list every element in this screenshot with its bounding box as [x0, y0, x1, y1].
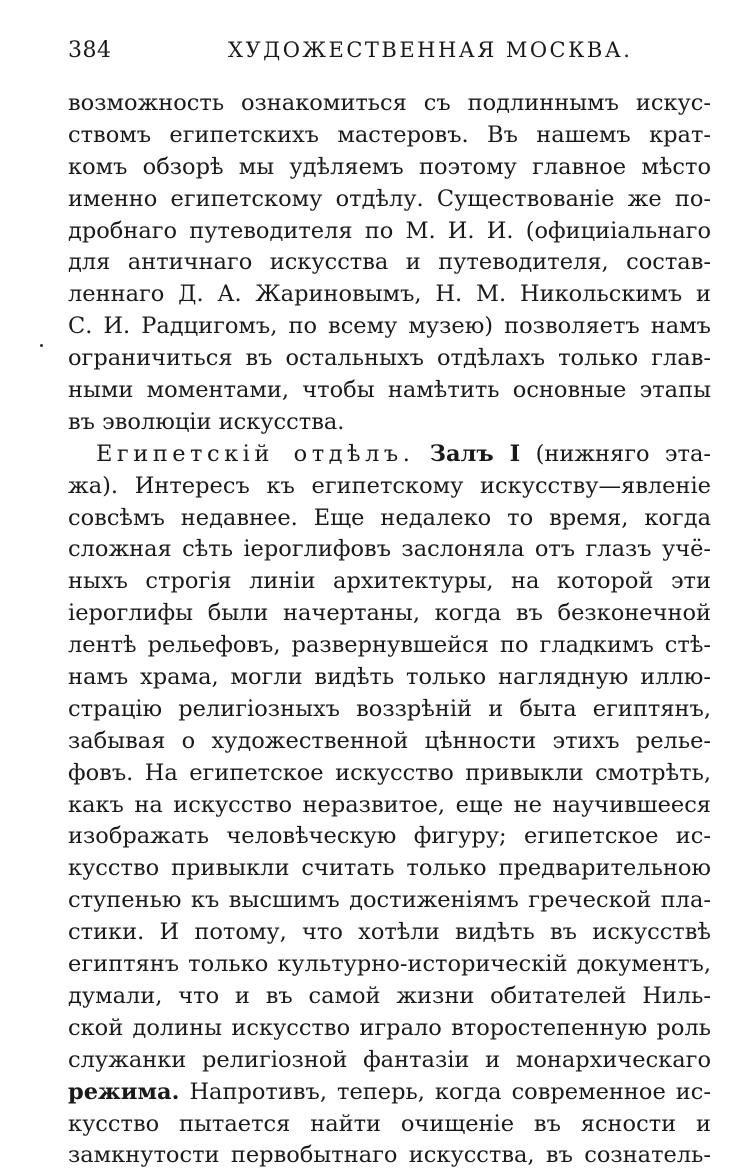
bold-word: режима. [68, 1078, 180, 1105]
text-line-section-start [68, 439, 711, 471]
text-line: думали, что и въ самой жизни обитателей Ниль- [68, 982, 711, 1009]
text-line: сложная сѣть іероглифовъ заслоняла отъ глазъ учё- [68, 536, 711, 563]
text-line: возможность ознакомиться съ подлиннымъ искус- [68, 90, 711, 116]
paragraph-1 [68, 88, 711, 439]
text-line: намъ храма, могли видѣть только наглядную иллю- [68, 664, 711, 691]
text-line: изображать человѣческую фигуру; египетское ис- [68, 823, 711, 850]
text-line: ными моментами, чтобы намѣтить основные этапы [68, 377, 711, 404]
section-heading: Египетскій отдѣлъ. [96, 440, 415, 467]
text-line: служанки религіозной фантазіи и монархическаго [68, 1046, 711, 1073]
text-line: леннаго Д. А. Жариновымъ, Н. М. Никольскимъ и [68, 281, 711, 308]
text-line: кусство привыкли считать только предварительною [68, 855, 711, 882]
text-line: жа). Интересъ къ египетскому искусству—явленіе [68, 472, 711, 499]
text-line: замкнутости первобытнаго искусства, въ сознатель- [68, 1142, 711, 1169]
text-fragment: (нижняго эта- [535, 440, 711, 467]
running-title: ХУДОЖЕСТВЕННАЯ МОСКВА. [228, 38, 633, 62]
text-line: комъ обзорѣ мы удѣляемъ поэтому главное мѣсто [68, 153, 711, 180]
text-line: въ эволюціи искусства. [68, 408, 345, 435]
text-line: фовъ. На египетское искусство привыкли смотрѣть, [68, 759, 711, 786]
print-speck [40, 344, 43, 347]
text-line: египтянъ только культурно-историческій документъ, [68, 951, 711, 978]
text-line: ограничиться въ остальныхъ отдѣлахъ только глав- [68, 345, 711, 372]
text-line: кусство пытается найти очищеніе въ ясности и [68, 1110, 711, 1137]
text-line: ступенью къ высшимъ достиженіямъ греческой пла- [68, 887, 711, 914]
page-header [68, 38, 720, 72]
text-line: какъ на искусство неразвитое, еще не научившееся [68, 791, 711, 818]
text-line-bold-start [68, 1077, 711, 1109]
text-line: ныхъ строгія линіи архитектуры, на которой эти [68, 568, 711, 595]
text-line: забывая о художественной цѣнности этихъ релье- [68, 727, 711, 754]
text-line: совсѣмъ недавнее. Еще недалеко то время, когда [68, 504, 711, 531]
text-line: ской долины искусство играло второстепенную роль [68, 1014, 711, 1041]
text-line: именно египетскому отдѣлу. Существованіе же по- [68, 185, 711, 212]
text-line: лентѣ рельефовъ, развернувшейся по гладкимъ стѣ- [68, 632, 711, 659]
page-number: 384 [68, 38, 112, 63]
body-text [68, 88, 711, 1172]
text-line: для античнаго искусства и путеводителя, состав- [68, 249, 711, 276]
text-line: С. И. Радцигомъ, по всему музею) позволяетъ намъ [68, 313, 711, 340]
text-line: ствомъ египетскихъ мастеровъ. Въ нашемъ крат- [68, 121, 711, 148]
text-line: дробнаго путеводителя по М. И. И. (официіальнаго [68, 217, 711, 244]
paragraph-2 [68, 439, 711, 1172]
text-line: іероглифы были начертаны, когда въ безконечной [68, 600, 711, 627]
hall-label: Залъ I [429, 440, 521, 467]
text-line: страцію религіозныхъ воззрѣній и быта египтянъ, [68, 695, 711, 722]
text-fragment: Напротивъ, теперь, когда современное ис- [189, 1078, 711, 1105]
text-line: стики. И потому, что хотѣли видѣть въ искусствѣ [68, 919, 711, 946]
